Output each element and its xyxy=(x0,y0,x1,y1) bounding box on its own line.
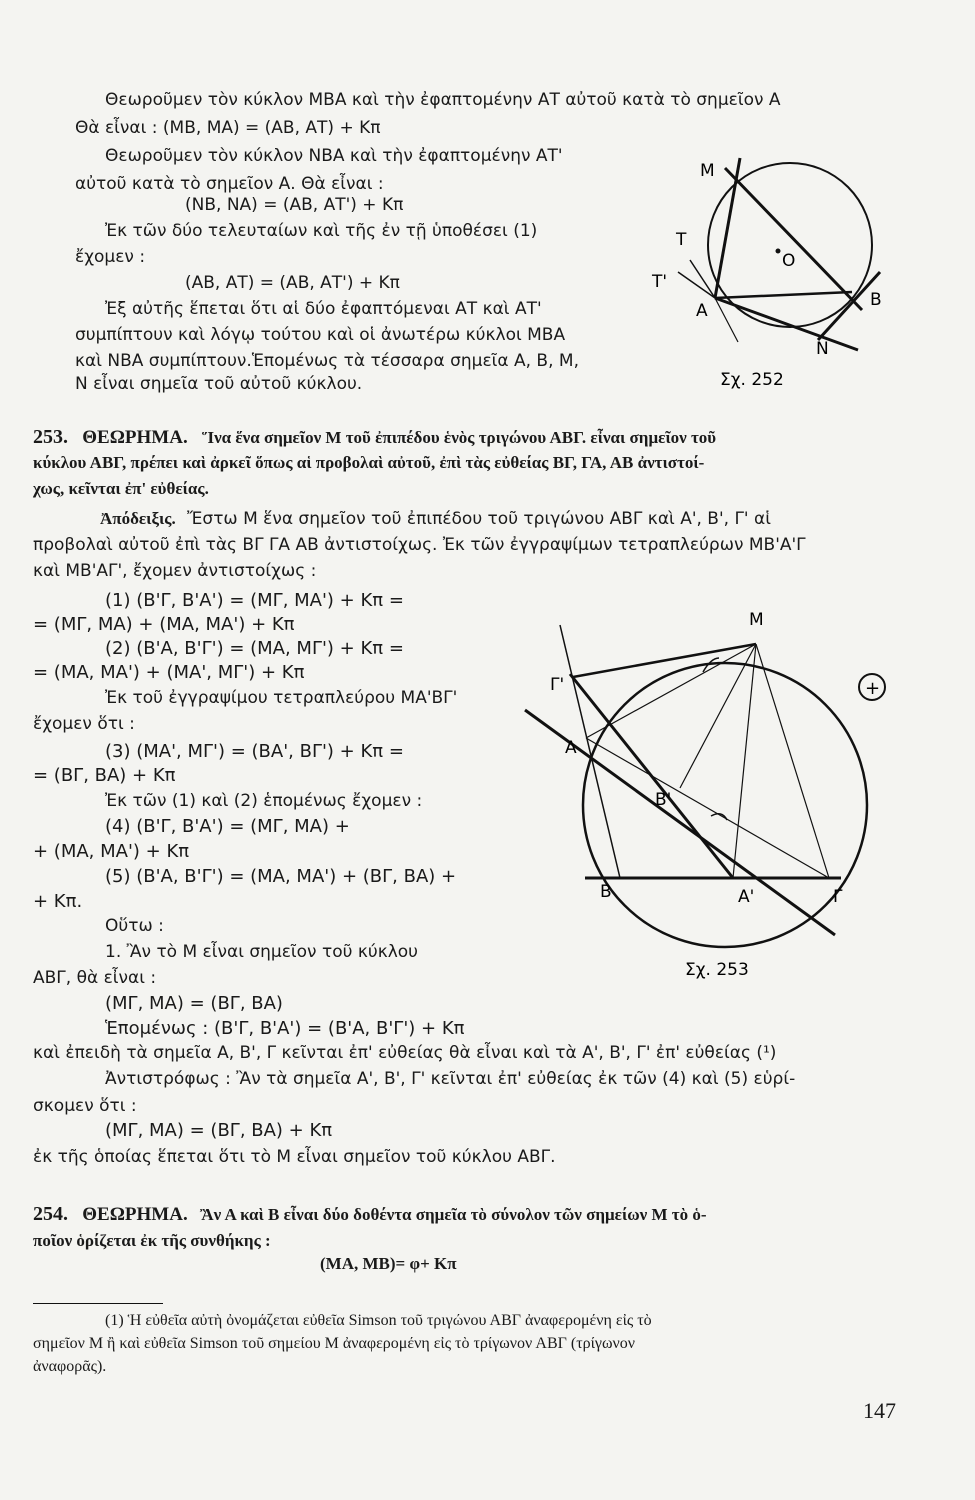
label-m: M xyxy=(700,161,715,181)
orientation-sign: + xyxy=(865,678,881,699)
text-line: 1. Ἂν τὸ Μ εἶναι σημεῖον τοῦ κύκλου xyxy=(105,942,419,962)
text-line: Οὕτω : xyxy=(105,916,164,936)
theorem-heading: ΘΕΩΡΗΜΑ. xyxy=(82,427,188,448)
text-line: αὐτοῦ κατὰ τὸ σημεῖον Α. Θὰ εἶναι : xyxy=(75,174,384,194)
point-o xyxy=(776,249,781,254)
text-line: ἔχομεν : xyxy=(75,247,146,267)
label-a-prime: A' xyxy=(738,887,755,907)
equation-line: (ΜΓ, ΜΑ) = (ΒΓ, ΒΑ) + Κπ xyxy=(105,1120,333,1141)
equation-line: + Κπ. xyxy=(33,891,83,912)
theorem-text: Ἵνα ἕνα σημεῖον Μ τοῦ ἐπιπέδου ἑνὸς τριγώνου ΑΒΓ. εἶναι σημεῖον τοῦ xyxy=(201,428,717,447)
tangent-at2 xyxy=(678,272,715,298)
equation-line: + (ΜΑ, ΜΑ') + Κπ xyxy=(33,841,190,862)
label-g: Γ xyxy=(833,887,843,907)
theorem-line: χως, κεῖνται ἐπ' εὐθείας. xyxy=(33,479,209,498)
text-line: Ἐξ αὐτῆς ἕπεται ὅτι αἱ δύο ἐφαπτόμεναι ΑΤ καὶ ΑΤ' xyxy=(105,299,542,319)
page-number: 147 xyxy=(863,1398,896,1423)
label-b-prime: B' xyxy=(655,790,672,810)
theorem-line: ποῖον ὁρίζεται ἐκ τῆς συνθήκης : xyxy=(33,1231,271,1250)
equation-line: (ΑΒ, ΑΤ) = (ΑΒ, ΑΤ') + Κπ xyxy=(185,273,400,293)
theorem-number: 253. xyxy=(33,426,68,448)
text-line: Ἐκ τῶν (1) καὶ (2) ἑπομένως ἔχομεν : xyxy=(105,791,423,811)
equation-line: (1) (Β'Γ, Β'Α') = (ΜΓ, ΜΑ') + Κπ = xyxy=(105,590,404,611)
text-line: Ἀντιστρόφως : Ἂν τὰ σημεῖα Α', Β', Γ' κεῖνται ἐπ' εὐθείας ἐκ τῶν (4) καὶ (5) εὑρί- xyxy=(105,1069,796,1089)
line-ab xyxy=(715,292,852,298)
text-line: Θεωροῦμεν τὸν κύκλον ΜΒΑ καὶ τὴν ἐφαπτομένην ΑΤ αὐτοῦ κατὰ τὸ σημεῖον Α xyxy=(105,90,781,110)
text-line: ΑΒΓ, θὰ εἶναι : xyxy=(33,968,157,988)
label-m: M xyxy=(749,610,764,630)
text-line: Ἐκ τοῦ ἐγγραψίμου τετραπλεύρου ΜΑ'ΒΓ' xyxy=(105,688,458,708)
equation-line: (2) (Β'Α, Β'Γ') = (ΜΑ, ΜΓ') + Κπ = xyxy=(105,638,404,659)
theorem-line xyxy=(33,426,716,449)
segment-m-a-prime xyxy=(733,644,756,878)
theorem-heading: ΘΕΩΡΗΜΑ. xyxy=(82,1204,188,1225)
label-t-prime: T' xyxy=(652,272,668,292)
text-line: προβολαὶ αὐτοῦ ἐπὶ τὰς ΒΓ ΓΑ ΑΒ ἀντιστοίχως. Ἐκ τῶν ἐγγραψίμων τετραπλεύρων ΜΒ'Α'Γ xyxy=(33,535,806,555)
equation-line: = (ΜΑ, ΜΑ') + (ΜΑ', ΜΓ') + Κπ xyxy=(33,662,305,683)
footnote-line: σημεῖον Μ ἢ καὶ εὐθεῖα Simson τοῦ σημείου Μ ἀναφερομένη εἰς τὸ τρίγωνον ΑΒΓ (τρίγωνον xyxy=(33,1335,635,1352)
circle-mba xyxy=(708,163,872,327)
text-line: ἐκ τῆς ὁποίας ἕπεται ὅτι τὸ Μ εἶναι σημεῖον τοῦ κύκλου ΑΒΓ. xyxy=(33,1147,556,1167)
label-a: A xyxy=(565,738,577,758)
equation-line: = (ΜΓ, ΜΑ) + (ΜΑ, ΜΑ') + Κπ xyxy=(33,614,295,635)
equation-line: (5) (Β'Α, Β'Γ') = (ΜΑ, ΜΑ') + (ΒΓ, ΒΑ) + xyxy=(105,866,457,887)
theorem-line: κύκλου ΑΒΓ, πρέπει καὶ ἀρκεῖ ὅπως αἱ προβολαὶ αὐτοῦ, ἐπὶ τὰς εὐθείας ΒΓ, ΓΑ, ΑΒ ἀντιστοί- xyxy=(33,453,705,472)
footnote-line: ἀναφορᾶς). xyxy=(33,1358,107,1375)
line-an xyxy=(715,298,858,350)
text-line: καὶ ΝΒΑ συμπίπτουν.Ἑπομένως τὰ τέσσαρα σημεῖα Α, Β, Μ, xyxy=(75,351,579,371)
text-line: Θὰ εἶναι : (ΜΒ, ΜΑ) = (ΑΒ, ΑΤ) + Κπ xyxy=(75,118,381,138)
label-b: B xyxy=(600,882,612,902)
equation-line: = (ΒΓ, ΒΑ) + Κπ xyxy=(33,765,176,786)
footnote-rule xyxy=(33,1303,163,1304)
text-line: Ν εἶναι σημεῖα τοῦ αὐτοῦ κύκλου. xyxy=(75,374,363,394)
line-mb xyxy=(725,168,862,310)
equation-line: (ΝΒ, ΝΑ) = (ΑΒ, ΑΤ') + Κπ xyxy=(185,195,404,215)
equation-line: (4) (Β'Γ, Β'Α') = (ΜΓ, ΜΑ) + xyxy=(105,816,350,837)
equation-line: (ΜΓ, ΜΑ) = (ΒΓ, ΒΑ) xyxy=(105,993,283,1014)
proof-line xyxy=(100,508,771,530)
label-t: T xyxy=(676,230,687,250)
text-line: Θεωροῦμεν τὸν κύκλον ΝΒΑ καὶ τὴν ἐφαπτομένην ΑΤ' xyxy=(105,146,563,166)
circumcircle xyxy=(583,663,867,947)
text-line: συμπίπτουν καὶ λόγῳ τούτου καὶ οἱ ἀνωτέρω κύκλοι ΜΒΑ xyxy=(75,325,566,345)
proof-text: Ἔστω Μ ἕνα σημεῖον τοῦ ἐπιπέδου τοῦ τριγώνου ΑΒΓ καὶ Α', Β', Γ' αἱ xyxy=(187,509,771,529)
label-g-prime: Γ' xyxy=(550,675,565,695)
text-line: καὶ ἐπειδὴ τὰ σημεῖα Α, Β', Γ κεῖνται ἐπ' εὐθείας θὰ εἶναι καὶ τὰ Α', Β', Γ' ἐπ' εὐθείας (¹) xyxy=(33,1043,777,1063)
theorem-number: 254. xyxy=(33,1203,68,1225)
equation-line: Ἑπομένως : (Β'Γ, Β'Α') = (Β'Α, Β'Γ') + Κπ xyxy=(105,1018,465,1039)
footnote-line: (1) Ἡ εὐθεῖα αὐτὴ ὀνομάζεται εὐθεῖα Simson τοῦ τριγώνου ΑΒΓ ἀναφερομένη εἰς τὸ xyxy=(105,1312,652,1329)
label-n: N xyxy=(816,339,829,359)
text-line: ἔχομεν ὅτι : xyxy=(33,714,135,734)
text-line: Ἐκ τῶν δύο τελευταίων καὶ τῆς ἐν τῇ ὑποθέσει (1) xyxy=(105,221,538,241)
segment-m-g-prime xyxy=(573,644,756,677)
equation-line: (3) (ΜΑ', ΜΓ') = (ΒΑ', ΒΓ') + Κπ = xyxy=(105,741,404,762)
label-b: B xyxy=(870,290,882,310)
theorem-line: (ΜΑ, ΜΒ)= φ+ Κπ xyxy=(320,1254,457,1273)
figure-caption: Σχ. 252 xyxy=(720,370,784,390)
segment-a-g xyxy=(586,738,829,878)
theorem-text: Ἂν Α καὶ Β εἶναι δύο δοθέντα σημεῖα τὸ σύνολον τῶν σημείων Μ τὸ ὁ- xyxy=(199,1205,707,1224)
proof-label: Ἀπόδειξις. xyxy=(100,509,176,528)
text-line: σκομεν ὅτι : xyxy=(33,1096,137,1116)
theorem-line xyxy=(33,1203,707,1226)
figure-caption: Σχ. 253 xyxy=(685,960,749,980)
label-a: A xyxy=(696,301,708,321)
text-line: καὶ ΜΒ'ΑΓ', ἔχομεν ἀντιστοίχως : xyxy=(33,561,317,581)
label-o: O xyxy=(782,251,796,271)
figure-252 xyxy=(640,150,900,400)
figure-253 xyxy=(515,600,900,990)
